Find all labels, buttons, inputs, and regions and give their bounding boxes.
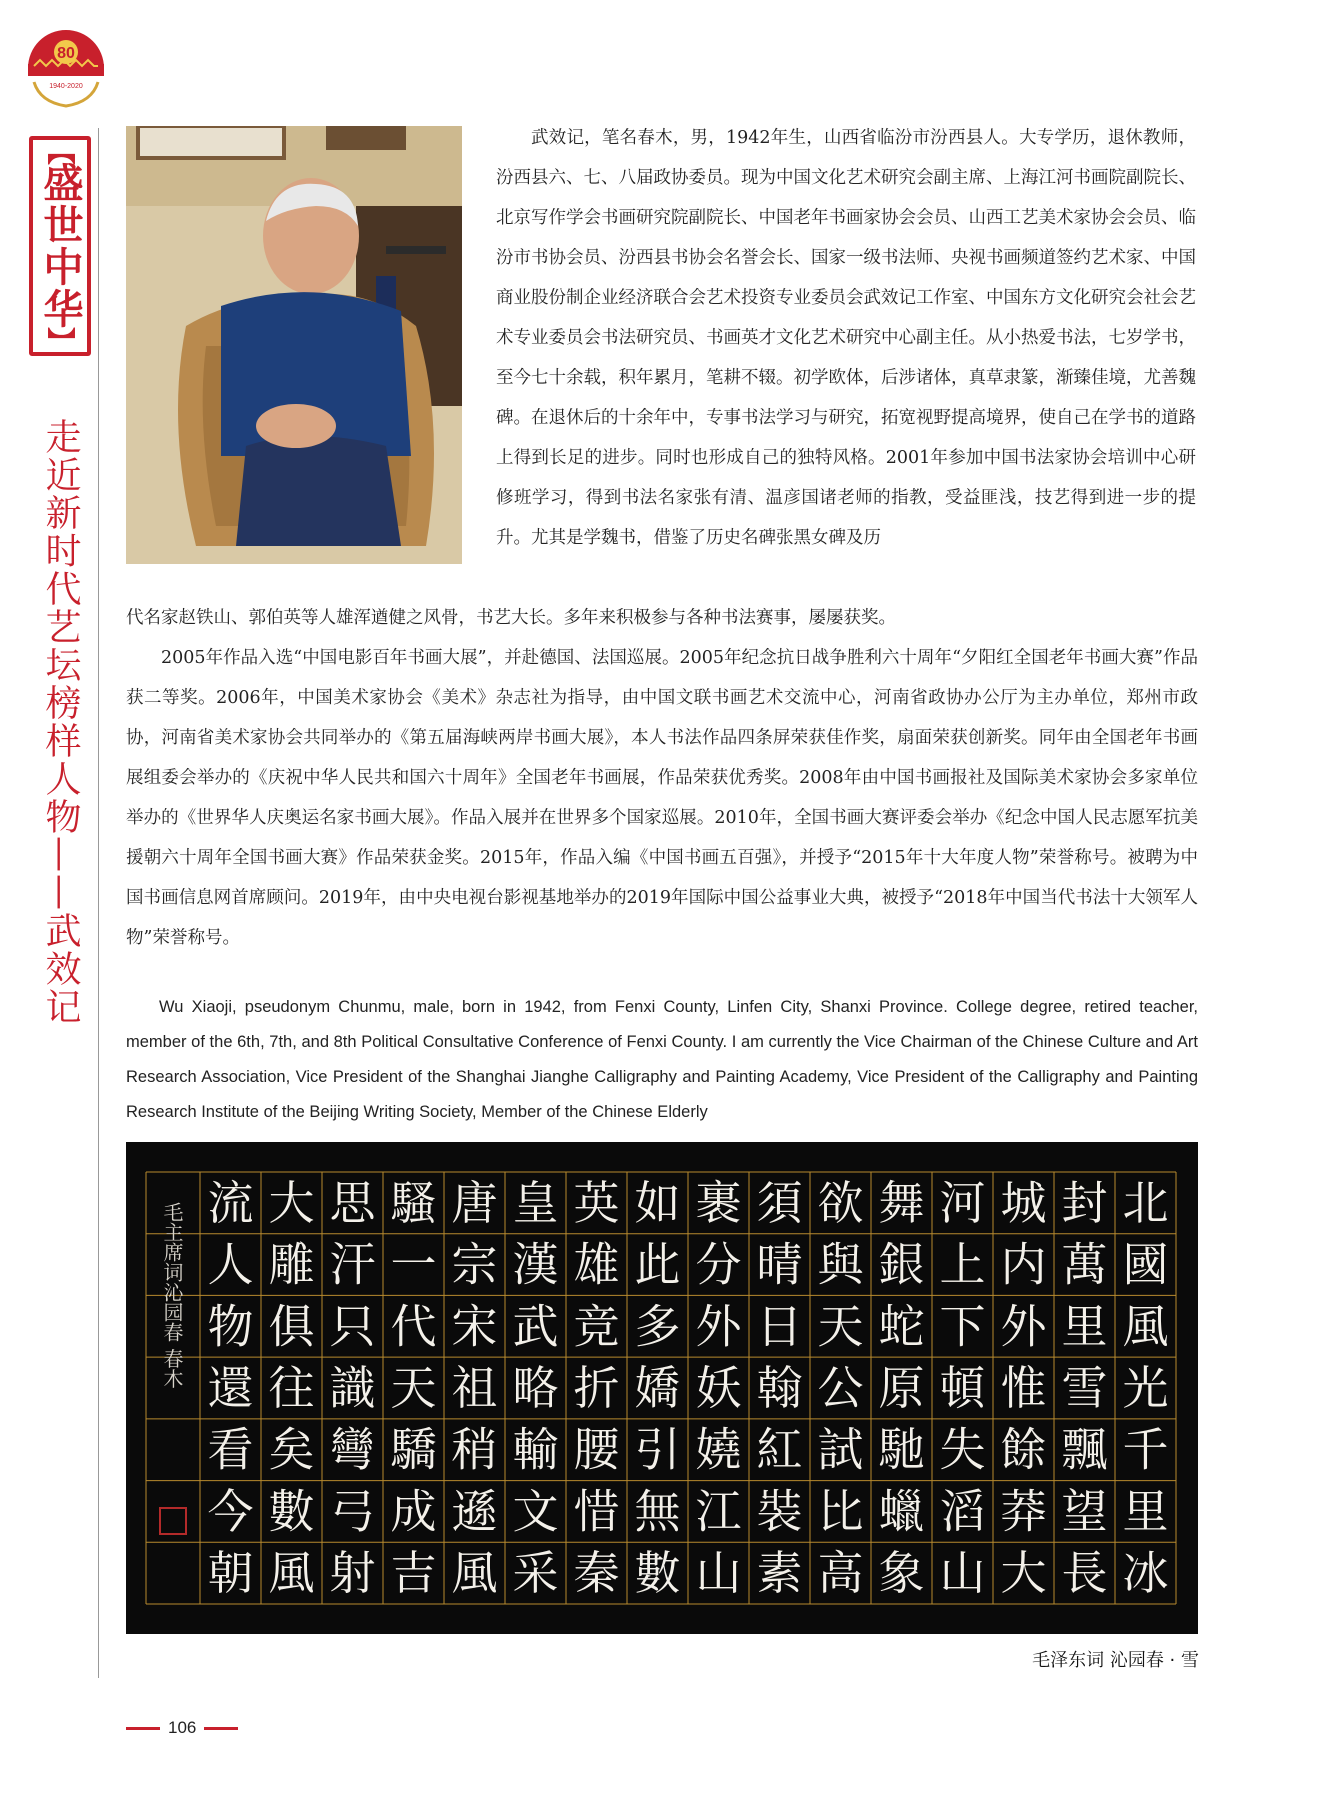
calligraphy-char: 采 [512,1546,559,1601]
page-number-bar-right [204,1727,238,1730]
calligraphy-char: 餘 [1000,1422,1047,1477]
calligraphy-char: 成 [390,1484,437,1539]
calligraphy-char: 引 [634,1422,681,1477]
calligraphy-char: 略 [512,1361,559,1415]
calligraphy-char: 比 [817,1484,864,1539]
calligraphy-char: 稍 [451,1422,498,1477]
calligraphy-char: 大 [268,1175,315,1230]
calligraphy-char: 河 [939,1175,986,1230]
calligraphy-char: 試 [817,1422,864,1477]
calligraphy-char: 滔 [939,1484,986,1539]
calligraphy-char: 雄 [573,1237,620,1292]
calligraphy-char: 高 [817,1546,864,1601]
calligraphy-char: 裹 [695,1175,742,1230]
calligraphy-char: 無 [634,1484,681,1539]
calligraphy-char: 看 [207,1422,254,1477]
calligraphy-char: 晴 [756,1237,803,1292]
calligraphy-char: 原 [878,1361,925,1415]
calligraphy-char: 物 [207,1299,254,1354]
calligraphy-char: 俱 [268,1299,315,1354]
calligraphy-char: 里 [1122,1484,1169,1539]
calligraphy-char: 長 [1061,1546,1108,1601]
calligraphy-char: 光 [1122,1361,1169,1415]
calligraphy-char: 風 [451,1546,498,1601]
calligraphy-char: 外 [695,1299,742,1354]
calligraphy-char: 還 [207,1361,254,1415]
calligraphy-char: 折 [573,1361,620,1415]
calligraphy-char: 往 [268,1361,315,1415]
bio-paragraph-1 [496,118,1196,558]
calligraphy-char: 蛇 [878,1299,925,1354]
calligraphy-char: 宋 [451,1299,498,1354]
section-title-frame [29,136,91,356]
calligraphy-char: 飄 [1061,1422,1108,1477]
calligraphy-char: 流 [207,1175,254,1230]
calligraphy-char: 數 [634,1546,681,1601]
calligraphy-char: 江 [695,1484,742,1539]
calligraphy-char: 遜 [451,1484,498,1539]
calligraphy-char: 望 [1061,1484,1108,1539]
calligraphy-artwork [126,1142,1198,1634]
calligraphy-char: 與 [817,1237,864,1292]
calligraphy-char: 翰 [756,1361,803,1415]
section-title-text: 盛世中华 [37,162,83,330]
calligraphy-char: 宗 [451,1237,498,1292]
calligraphy-char: 矣 [268,1422,315,1477]
calligraphy-char: 武 [512,1299,559,1354]
calligraphy-char: 如 [634,1175,681,1230]
calligraphy-char: 妖 [695,1361,742,1415]
calligraphy-char: 嬈 [695,1422,742,1477]
calligraphy-char: 大 [1000,1546,1047,1601]
calligraphy-char: 文 [512,1484,559,1539]
calligraphy-char: 輸 [512,1422,559,1477]
calligraphy-char: 欲 [817,1175,864,1230]
calligraphy-char: 北 [1122,1175,1169,1230]
calligraphy-char: 漢 [512,1237,559,1292]
calligraphy-char: 汗 [329,1237,376,1292]
calligraphy-char: 萬 [1061,1237,1108,1292]
calligraphy-char: 只 [329,1299,376,1354]
calligraphy-char: 山 [695,1546,742,1601]
calligraphy-char: 弓 [329,1484,376,1539]
bio-english: Wu Xiaoji, pseudonym Chunmu, male, born in 1942, from Fenxi County, Linfen City, Shanxi Province. College degree, retired teacher, member of the 6th, 7th, and 8th Political Consultative Conference of Fenxi County. I am currently the Vice Chairman of the Chinese Culture and Art Research Association, Vice President of the Shanghai Jianghe Calligraphy and Painting Academy, Vice President of the Calligraphy and Painting Research Institute of the Beijing Writing Society, Member of the Chinese Elderly [126,998,1198,1121]
calligraphy-char: 封 [1061,1175,1108,1230]
artwork-caption: 毛泽东词 沁园春 · 雪 [1032,1650,1199,1671]
calligraphy-char: 天 [390,1361,437,1415]
bracket-open-icon: 【 [44,136,77,165]
calligraphy-char: 日 [756,1299,803,1354]
calligraphy-char: 驕 [390,1422,437,1477]
bio-paragraph-1-tail-text: 代名家赵铁山、郭伯英等人雄浑遒健之风骨，书艺大长。多年来积极参与各种书法赛事，屡屡获奖。 [126,608,896,628]
calligraphy-char: 代 [390,1299,437,1354]
calligraphy-char: 思 [329,1175,376,1230]
seal-stamp-icon [160,1508,186,1534]
calligraphy-char: 馳 [878,1422,925,1477]
logo-number: 80 [57,45,75,62]
calligraphy-char: 蠟 [878,1484,925,1539]
calligraphy-char: 唐 [451,1175,498,1230]
calligraphy-char: 一 [390,1237,437,1292]
calligraphy-char: 人 [207,1237,254,1292]
bio-paragraph-1-tail [126,598,1198,958]
bracket-close-icon: 】 [44,326,77,355]
calligraphy-char: 國 [1122,1237,1169,1292]
calligraphy-char: 雕 [268,1237,315,1292]
calligraphy-char: 英 [573,1175,620,1230]
calligraphy-char: 裝 [756,1484,803,1539]
calligraphy-char: 彎 [329,1422,376,1477]
calligraphy-char: 公 [817,1361,864,1415]
calligraphy-char: 惟 [1000,1361,1047,1415]
calligraphy-char: 嬌 [634,1361,681,1415]
calligraphy-char: 城 [1000,1175,1047,1230]
calligraphy-char: 千 [1122,1422,1169,1477]
calligraphy-char: 風 [268,1546,315,1601]
page-number [126,1718,238,1738]
calligraphy-char: 秦 [573,1546,620,1601]
calligraphy-char: 今 [207,1484,254,1539]
page-number-text: 106 [168,1718,197,1737]
calligraphy-char: 山 [939,1546,986,1601]
calligraphy-char: 竞 [573,1299,620,1354]
calligraphy-char: 舞 [878,1175,925,1230]
bio-paragraph-1-text: 武效记，笔名春木，男，1942年生，山西省临汾市汾西县人。大专学历，退休教师，汾西县六、七、八届政协委员。现为中国文化艺术研究会副主席、上海江河书画院副院长、北京写作学会书画研究院副院长、中国老年书画家协会会员、山西工艺美术家协会会员、临汾市书协会员、汾西县书协会名誉会长、国家一级书法师、央视书画频道签约艺术家、中国商业股份制企业经济联合会艺术投资专业委员会武效记工作室、中国东方文化研究会社会艺术专业委员会书法研究员、书画英才文化艺术研究中心副主任。从小热爱书法，七岁学书，至今七十余载，积年累月，笔耕不辍。初学欧体，后涉诸体，真草隶篆，渐臻佳境，尤善魏碑。在退休后的十余年中，专事书法学习与研究，拓宽视野提高境界，使自己在学书的道路上得到长足的进步。同时也形成自己的独特风格。2001年参加中国书法家协会培训中心研修班学习，得到书法名家张有清、温彦国诸老师的指教，受益匪浅，技艺得到进一步的提升。尤其是学魏书，借鉴了历史名碑张黑女碑及历 [496,128,1196,548]
calligraphy-char: 風 [1122,1299,1169,1354]
logo-years: 1940-2020 [49,83,83,90]
calligraphy-char: 素 [756,1546,803,1601]
section-title [36,136,84,356]
calligraphy-char: 祖 [451,1361,498,1415]
calligraphy-char: 吉 [390,1546,437,1601]
calligraphy-char: 朝 [207,1546,254,1601]
calligraphy-char: 銀 [878,1237,925,1292]
anniversary-logo [20,22,112,114]
calligraphy-char: 分 [695,1237,742,1292]
calligraphy-signature: 毛主席词沁园春 春木 [160,1202,184,1389]
calligraphy-char: 多 [634,1299,681,1354]
calligraphy-char: 數 [268,1484,315,1539]
calligraphy-char: 頓 [939,1361,986,1415]
calligraphy-char: 象 [878,1546,925,1601]
calligraphy-char: 冰 [1122,1546,1169,1601]
calligraphy-char: 外 [1000,1299,1047,1354]
calligraphy-char: 射 [329,1546,376,1601]
calligraphy-char: 皇 [512,1175,559,1230]
bio-paragraph-2-text: 2005年作品入选“中国电影百年书画大展”，并赴德国、法国巡展。2005年纪念抗日战争胜利六十周年“夕阳红全国老年书画大赛”作品获二等奖。2006年，中国美术家协会《美术》杂志社为指导，由中国文联书画艺术交流中心，河南省政协办公厅为主办单位，郑州市政协，河南省美术家协会共同举办的《第五届海峡两岸书画大展》，本人书法作品四条屏荣获佳作奖，扇面荣获创新奖。同年由全国老年书画展组委会举办的《庆祝中华人民共和国六十周年》全国老年书画展，作品荣获优秀奖。2008年由中国书画报社及国际美术家协会多家单位举办的《世界华人庆奥运名家书画大展》。作品入展并在世界多个国家巡展。2010年，全国书画大赛评委会举办《纪念中国人民志愿军抗美援朝六十周年全国书画大赛》作品荣获金奖。2015年，作品入编《中国书画五百强》，并授予“2015年十大年度人物”荣誉称号。被聘为中国书画信息网首席顾问。2019年，由中央电视台影视基地举办的2019年国际中国公益事业大典，被授予“2018年中国当代书法十大领军人物”荣誉称号。 [126,648,1198,948]
calligraphy-char: 上 [939,1237,986,1292]
calligraphy-char: 識 [329,1361,376,1415]
calligraphy-char: 里 [1061,1299,1108,1354]
calligraphy-char: 下 [939,1299,986,1354]
calligraphy-char: 此 [634,1237,681,1292]
calligraphy-char: 雪 [1061,1361,1108,1415]
side-divider [98,128,99,1678]
calligraphy-char: 莽 [1000,1484,1047,1539]
section-subtitle: 走近新时代艺坛榜样人物——武效记 [40,418,81,1026]
calligraphy-char: 失 [939,1422,986,1477]
calligraphy-char: 紅 [756,1422,803,1477]
portrait-photo [126,126,462,564]
page-number-bar-left [126,1727,160,1730]
calligraphy-char: 騷 [390,1175,437,1230]
calligraphy-char: 須 [756,1175,803,1230]
calligraphy-char: 内 [1000,1237,1047,1292]
calligraphy-char: 惜 [573,1484,620,1539]
calligraphy-char: 腰 [573,1422,620,1477]
calligraphy-char: 天 [817,1299,864,1354]
